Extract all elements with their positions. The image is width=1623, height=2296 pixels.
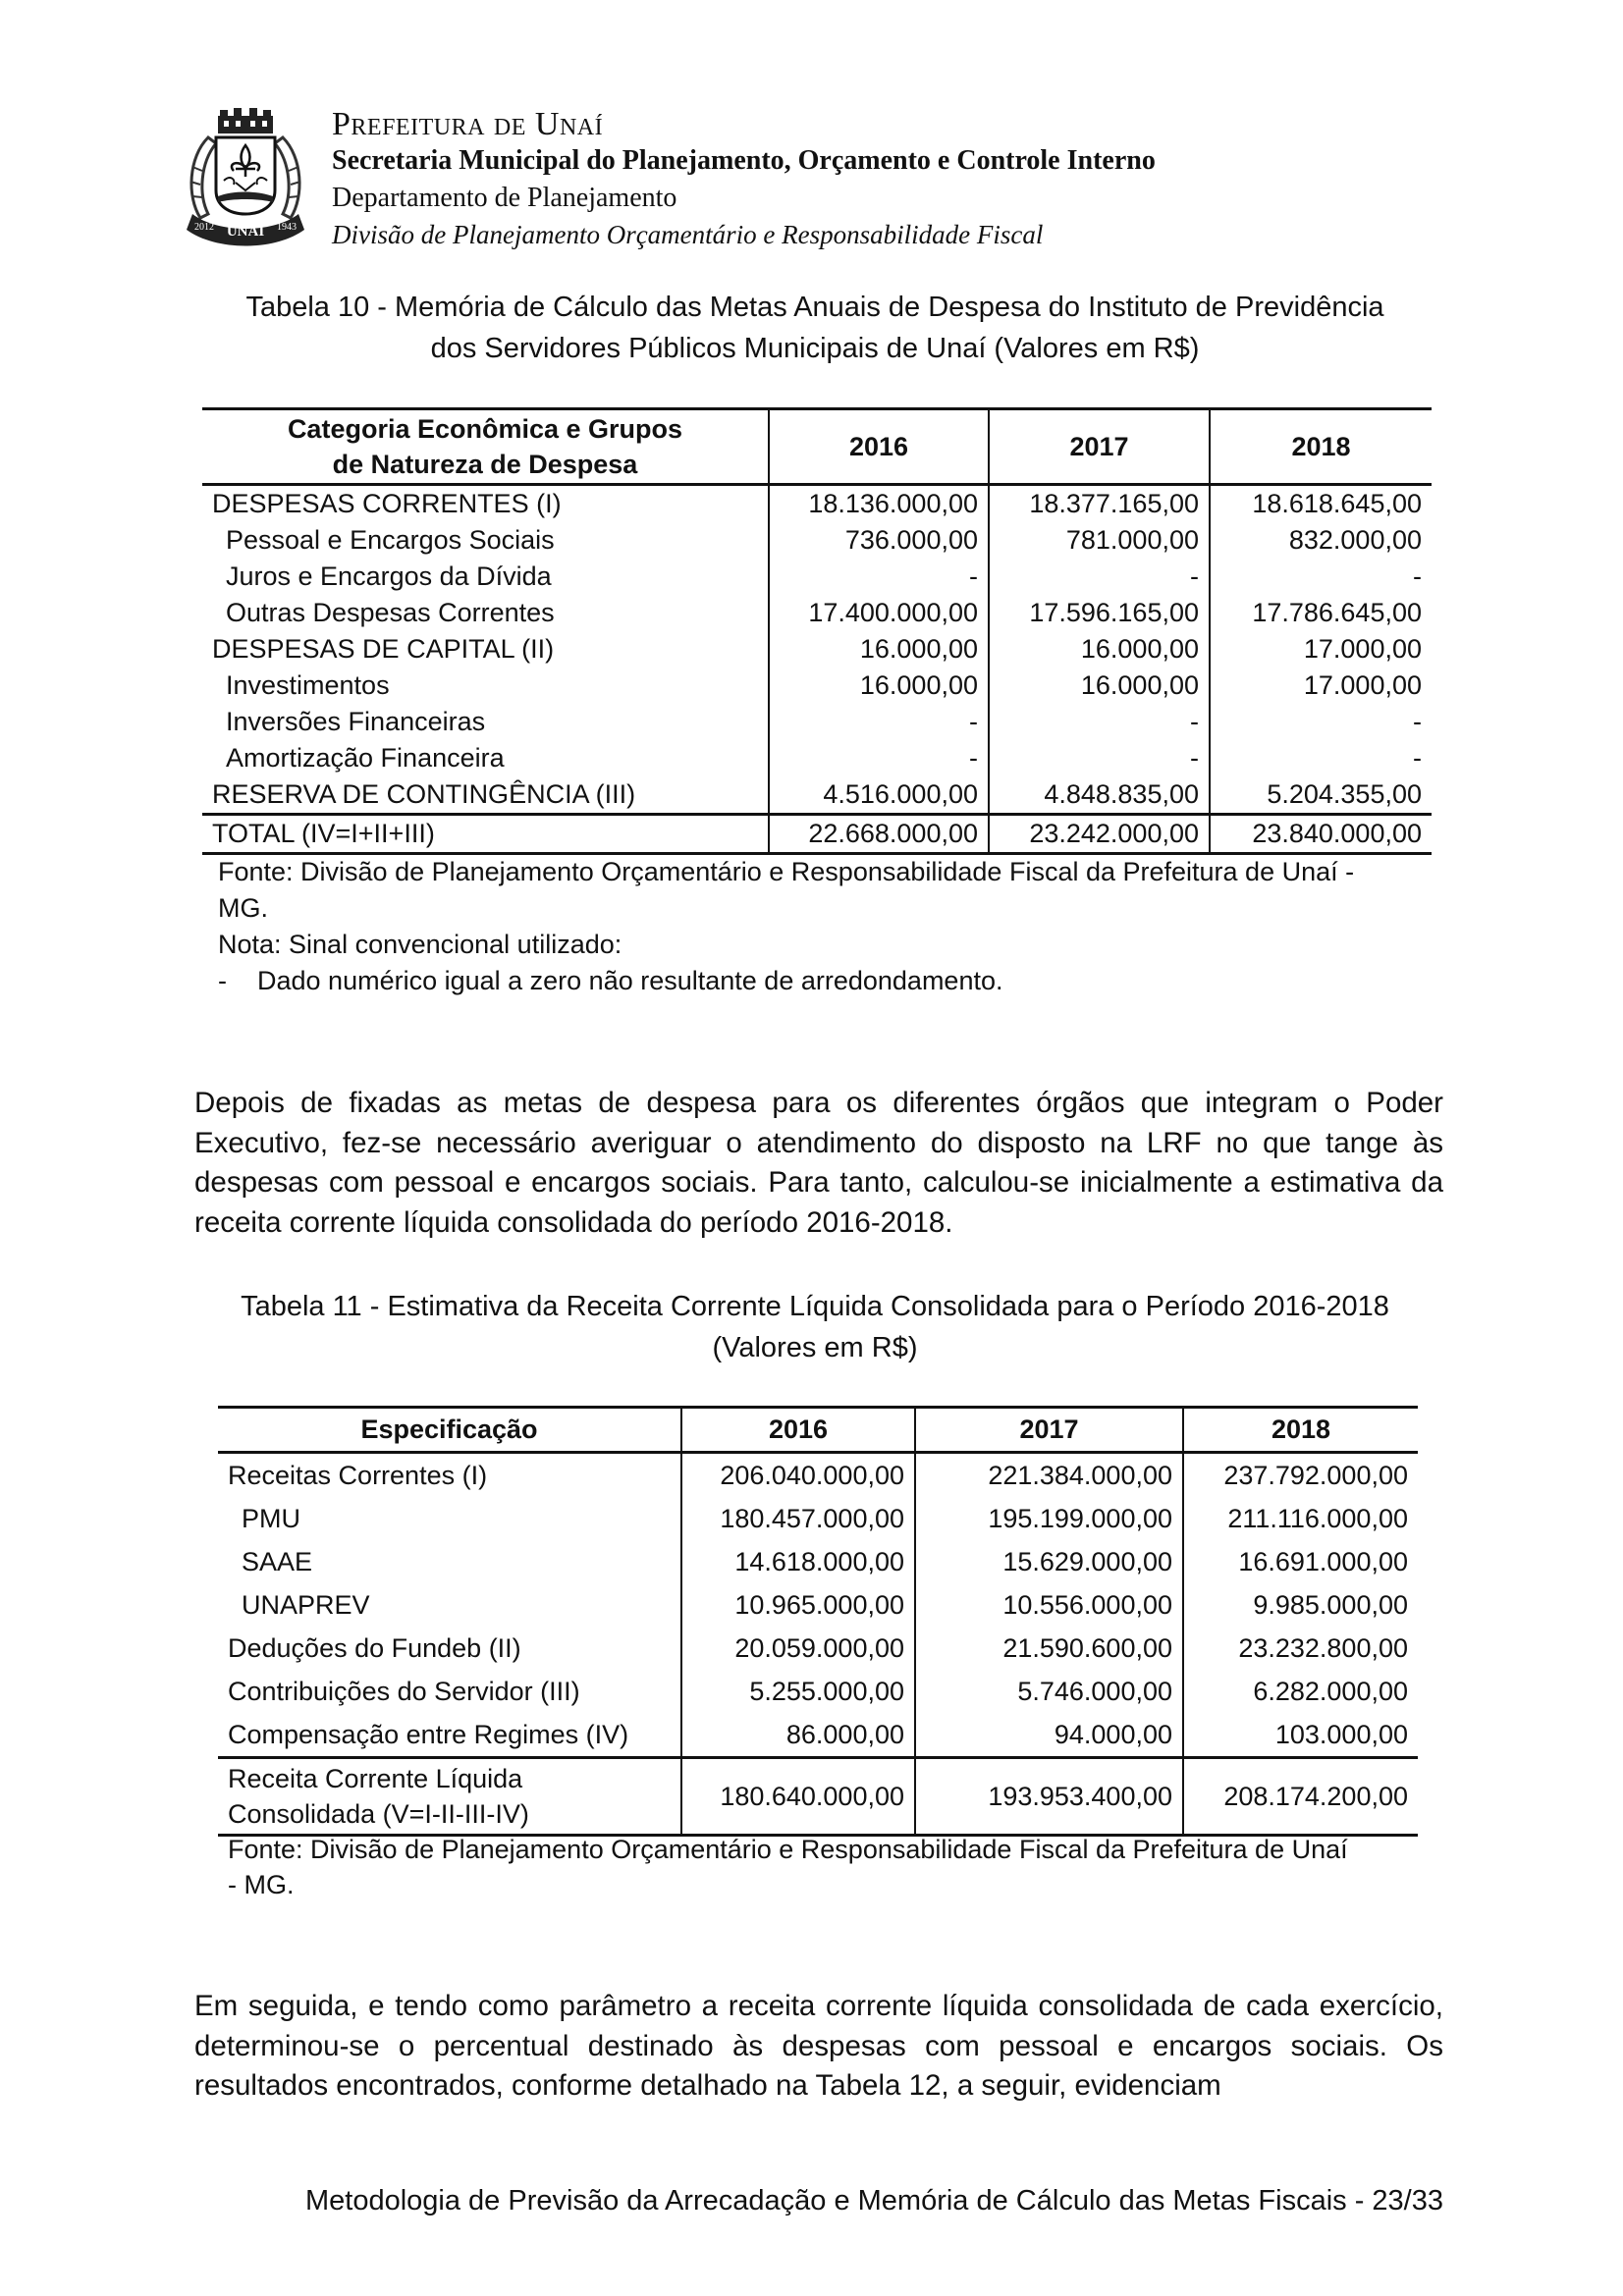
cell-2016: 736.000,00 (769, 522, 989, 559)
row-label: Inversões Financeiras (226, 707, 486, 736)
row-label: UNAPREV (242, 1590, 370, 1620)
cell-2018: 17.786.645,00 (1210, 595, 1432, 631)
table-row (202, 559, 1432, 595)
cell-2016: 16.000,00 (769, 631, 989, 667)
body-paragraph-2: Em seguida, e tendo como parâmetro a receita corrente líquida consolidada de cada exercício, determinou-se o percentual destinado às despesas com pessoal e encargos sociais. Os resultados encontrados, conforme detalhado na Tabela 12, a seguir, evidenciam (194, 1990, 1443, 2102)
cell-2017: 21.590.600,00 (915, 1627, 1183, 1670)
cell-2018: 208.174.200,00 (1183, 1758, 1418, 1836)
svg-text:1943: 1943 (277, 222, 297, 233)
table11-caption-line2: (Valores em R$) (712, 1332, 918, 1363)
header-secretaria: Secretaria Municipal do Planejamento, Orçamento e Controle Interno (332, 145, 1156, 176)
cell-2016: 86.000,00 (681, 1713, 915, 1758)
table-row (218, 1453, 1418, 1498)
header-title: Prefeitura de Unaí (332, 106, 604, 142)
row-label: PMU (242, 1504, 300, 1533)
cell-2018: 5.204.355,00 (1210, 776, 1432, 815)
cell-2017: 16.000,00 (989, 631, 1210, 667)
row-label: Juros e Encargos da Dívida (226, 561, 552, 591)
row-label: DESPESAS DE CAPITAL (II) (212, 634, 555, 664)
table10-note-item (218, 963, 1426, 999)
cell-2017: 17.596.165,00 (989, 595, 1210, 631)
cell-2016: - (769, 704, 989, 740)
cell-2016: - (769, 559, 989, 595)
cell-2017: 781.000,00 (989, 522, 1210, 559)
row-label: Receita Corrente Líquida Consolidada (V=I-II-III-IV) (218, 1758, 681, 1836)
table-row (202, 776, 1432, 815)
cell-2018: - (1210, 559, 1432, 595)
cell-2018: 17.000,00 (1210, 667, 1432, 704)
cell-2016: 17.400.000,00 (769, 595, 989, 631)
cell-2018: 6.282.000,00 (1183, 1670, 1418, 1713)
table11-caption (157, 1286, 1473, 1368)
table10-caption (157, 287, 1473, 369)
table-row (202, 522, 1432, 559)
row-label: TOTAL (IV=I+II+III) (202, 815, 769, 854)
cell-2016: 22.668.000,00 (769, 815, 989, 854)
cell-2017: 5.746.000,00 (915, 1670, 1183, 1713)
cell-2018: - (1210, 740, 1432, 776)
table-row (218, 1497, 1418, 1540)
table-total-row (202, 815, 1432, 854)
cell-2016: 18.136.000,00 (769, 485, 989, 523)
column-header-2017: 2017 (915, 1408, 1183, 1453)
cell-2017: 4.848.835,00 (989, 776, 1210, 815)
row-label: DESPESAS CORRENTES (I) (212, 489, 562, 518)
column-header-2018: 2018 (1183, 1408, 1418, 1453)
cell-2016: 14.618.000,00 (681, 1540, 915, 1583)
row-label: Compensação entre Regimes (IV) (228, 1720, 629, 1749)
table11-source: Fonte: Divisão de Planejamento Orçamentário e Responsabilidade Fiscal da Prefeitura de Unaí - MG. (228, 1835, 1348, 1899)
table11-net-current-revenue (218, 1406, 1418, 1837)
cell-2018: 103.000,00 (1183, 1713, 1418, 1758)
svg-text:2012: 2012 (194, 222, 214, 233)
row-label: RESERVA DE CONTINGÊNCIA (III) (212, 779, 636, 809)
cell-2018: 237.792.000,00 (1183, 1453, 1418, 1498)
cell-2018: 9.985.000,00 (1183, 1583, 1418, 1627)
cell-2016: 206.040.000,00 (681, 1453, 915, 1498)
cell-2018: 23.840.000,00 (1210, 815, 1432, 854)
dash-symbol: - (218, 966, 227, 995)
table-header-row (218, 1408, 1418, 1453)
cell-2018: 23.232.800,00 (1183, 1627, 1418, 1670)
cell-2016: 180.640.000,00 (681, 1758, 915, 1836)
table10-note-title: Nota: Sinal convencional utilizado: (218, 930, 622, 959)
table-total-row (218, 1758, 1418, 1836)
cell-2016: 10.965.000,00 (681, 1583, 915, 1627)
header-departamento: Departamento de Planejamento (332, 183, 677, 213)
header-divisao: Divisão de Planejamento Orçamentário e Responsabilidade Fiscal (332, 220, 1044, 249)
page-footer: Metodologia de Previsão da Arrecadação e Memória de Cálculo das Metas Fiscais - 23/33 (305, 2185, 1443, 2216)
cell-2017: 23.242.000,00 (989, 815, 1210, 854)
row-label: Contribuições do Servidor (III) (228, 1677, 580, 1706)
logo-banner-text: UNAÍ (226, 224, 265, 240)
cell-2016: - (769, 740, 989, 776)
cell-2017: - (989, 704, 1210, 740)
cell-2016: 5.255.000,00 (681, 1670, 915, 1713)
table-row (218, 1713, 1418, 1758)
cell-2017: 18.377.165,00 (989, 485, 1210, 523)
cell-2017: 221.384.000,00 (915, 1453, 1183, 1498)
cell-2018: 16.691.000,00 (1183, 1540, 1418, 1583)
cell-2017: 195.199.000,00 (915, 1497, 1183, 1540)
table-row (202, 631, 1432, 667)
row-label: Investimentos (226, 670, 390, 700)
cell-2016: 180.457.000,00 (681, 1497, 915, 1540)
table10-notes (218, 854, 1426, 999)
row-label: Deduções do Fundeb (II) (228, 1633, 521, 1663)
table11-caption-line1: Tabela 11 - Estimativa da Receita Corrente Líquida Consolidada para o Período 2016-2018 (241, 1291, 1389, 1322)
table-row (202, 704, 1432, 740)
table10-caption-line2: dos Servidores Públicos Municipais de Unaí (Valores em R$) (430, 333, 1200, 364)
table-row (202, 485, 1432, 523)
table-header-row (202, 409, 1432, 485)
cell-2016: 16.000,00 (769, 667, 989, 704)
coat-of-arms-logo-icon (179, 108, 312, 253)
table-row (218, 1627, 1418, 1670)
column-header-2016: 2016 (769, 409, 989, 485)
row-label: Amortização Financeira (226, 743, 505, 773)
table-row (218, 1540, 1418, 1583)
cell-2017: - (989, 559, 1210, 595)
cell-2017: 193.953.400,00 (915, 1758, 1183, 1836)
column-header-2016: 2016 (681, 1408, 915, 1453)
cell-2017: 94.000,00 (915, 1713, 1183, 1758)
row-label: Pessoal e Encargos Sociais (226, 525, 555, 555)
column-header-2018: 2018 (1210, 409, 1432, 485)
row-label: Outras Despesas Correntes (226, 598, 555, 627)
table-row (218, 1670, 1418, 1713)
table-row (218, 1583, 1418, 1627)
table10-source: Fonte: Divisão de Planejamento Orçamentário e Responsabilidade Fiscal da Prefeitura de Unaí - MG. (218, 857, 1355, 923)
column-header-category: Categoria Econômica e Grupos de Natureza de Despesa (202, 409, 769, 485)
cell-2018: 211.116.000,00 (1183, 1497, 1418, 1540)
body-paragraph-1: Depois de fixadas as metas de despesa para os diferentes órgãos que integram o Poder Executivo, fez-se necessário averiguar o atendimento do disposto na LRF no que tange às despesas com pessoal e encargos sociais. Para tanto, calculou-se inicialmente a estimativa da receita corrente líquida consolidada do período 2016-2018. (194, 1087, 1443, 1239)
cell-2017: 16.000,00 (989, 667, 1210, 704)
cell-2018: - (1210, 704, 1432, 740)
row-label: Receitas Correntes (I) (228, 1461, 488, 1490)
row-label: SAAE (242, 1547, 313, 1576)
cell-2018: 17.000,00 (1210, 631, 1432, 667)
cell-2018: 832.000,00 (1210, 522, 1432, 559)
table10-caption-line1: Tabela 10 - Memória de Cálculo das Metas Anuais de Despesa do Instituto de Previdência (245, 292, 1384, 323)
cell-2017: 15.629.000,00 (915, 1540, 1183, 1583)
column-header-spec: Especificação (218, 1408, 681, 1453)
cell-2017: 10.556.000,00 (915, 1583, 1183, 1627)
table10-expense-goals (202, 407, 1432, 855)
note-text: Dado numérico igual a zero não resultante de arredondamento. (257, 966, 1003, 995)
cell-2017: - (989, 740, 1210, 776)
cell-2016: 4.516.000,00 (769, 776, 989, 815)
column-header-2017: 2017 (989, 409, 1210, 485)
cell-2016: 20.059.000,00 (681, 1627, 915, 1670)
cell-2018: 18.618.645,00 (1210, 485, 1432, 523)
table-row (202, 595, 1432, 631)
table-row (202, 667, 1432, 704)
table-row (202, 740, 1432, 776)
